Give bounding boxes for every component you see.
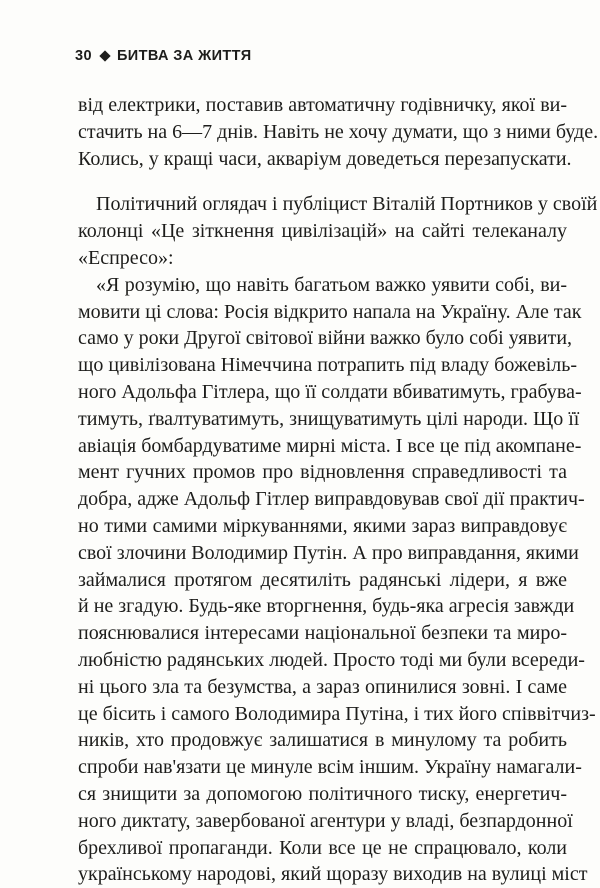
page-number: 30 bbox=[75, 48, 92, 64]
text-line: українському народові, який щоразу виходив на вулиці міст bbox=[78, 863, 588, 886]
text-line: ся знищити за допомогою політичного тиску, енергетич- bbox=[78, 782, 567, 805]
text-line: від електрики, поставив автоматичну годівничку, якої ви- bbox=[78, 94, 567, 116]
text-line: авіація бомбардуватиме мирні міста. І все це під акомпане- bbox=[78, 434, 582, 457]
text-line: ників, хто продовжує залишатися в минулому та робить bbox=[78, 729, 567, 752]
text-line: любністю радянських людей. Просто тоді ми були всереди- bbox=[78, 648, 585, 671]
text-line: тимуть, ґвалтуватимуть, знищуватимуть цілі народи. Що її bbox=[78, 407, 580, 430]
paragraph bbox=[78, 191, 598, 888]
text-line: спроби нав'язати це минуле всім іншим. Україну намагали- bbox=[78, 756, 582, 779]
text-line: мент гучних промов про відновлення справедливості та bbox=[78, 461, 567, 484]
text-line: само у роки Другої світової війни важко було собі уявити, bbox=[78, 327, 573, 350]
text-line: ного Адольфа Гітлера, що її солдати вбиватимуть, грабува- bbox=[78, 380, 582, 403]
text-line: пояснювалися інтересами національної безпеки та миро- bbox=[78, 622, 567, 645]
running-title: БИТВА ЗА ЖИТТЯ bbox=[116, 48, 252, 64]
text-line: займалися протягом десятиліть радянські лідери, я вже bbox=[78, 568, 567, 591]
text-line: мовити ці слова: Росія відкрито напала на Україну. Але так bbox=[78, 300, 582, 323]
running-header bbox=[75, 48, 252, 64]
text-line: це бісить і самого Володимира Путіна, і тих його співвітчиз- bbox=[78, 702, 596, 725]
diamond-separator-icon bbox=[99, 50, 110, 61]
paragraph-gap bbox=[78, 172, 567, 191]
text-line: Політичний оглядач і публіцист Віталій Портников у своїй bbox=[96, 193, 598, 216]
text-line: брехливої пропаганди. Коли все це не спрацювало, коли bbox=[78, 836, 567, 859]
text-line: свої злочини Володимир Путін. А про виправдання, якими bbox=[78, 541, 579, 564]
text-line: стачить на 6—7 днів. Навіть не хочу думати, що з ними буде. bbox=[78, 120, 599, 143]
body-text bbox=[78, 92, 599, 888]
paragraph bbox=[78, 92, 599, 172]
text-line: й не згадую. Будь-яке вторгнення, будь-яка агресія завжди bbox=[78, 595, 575, 618]
text-line: що цивілізована Німеччина потрапить під владу божевіль- bbox=[78, 354, 578, 377]
text-line: ного диктату, завербованої агентури у владі, безпардонної bbox=[78, 809, 573, 832]
text-line: ні цього зла та безумства, а зараз опинилися зовні. І саме bbox=[78, 675, 567, 698]
text-line: «Я розумію, що навіть багатьом важко уявити собі, ви- bbox=[96, 273, 567, 296]
text-line: Колись, у кращі часи, акваріум доведеться перезапускати. bbox=[78, 147, 572, 170]
text-line: но тими самими міркуваннями, якими зараз виправдовує bbox=[78, 514, 567, 537]
text-line: колонці «Це зіткнення цивілізацій» на сайті телеканалу bbox=[78, 220, 567, 243]
text-line: добра, адже Адольф Гітлер виправдовував свої дії практич- bbox=[78, 488, 585, 511]
text-line: «Еспресо»: bbox=[78, 246, 174, 269]
